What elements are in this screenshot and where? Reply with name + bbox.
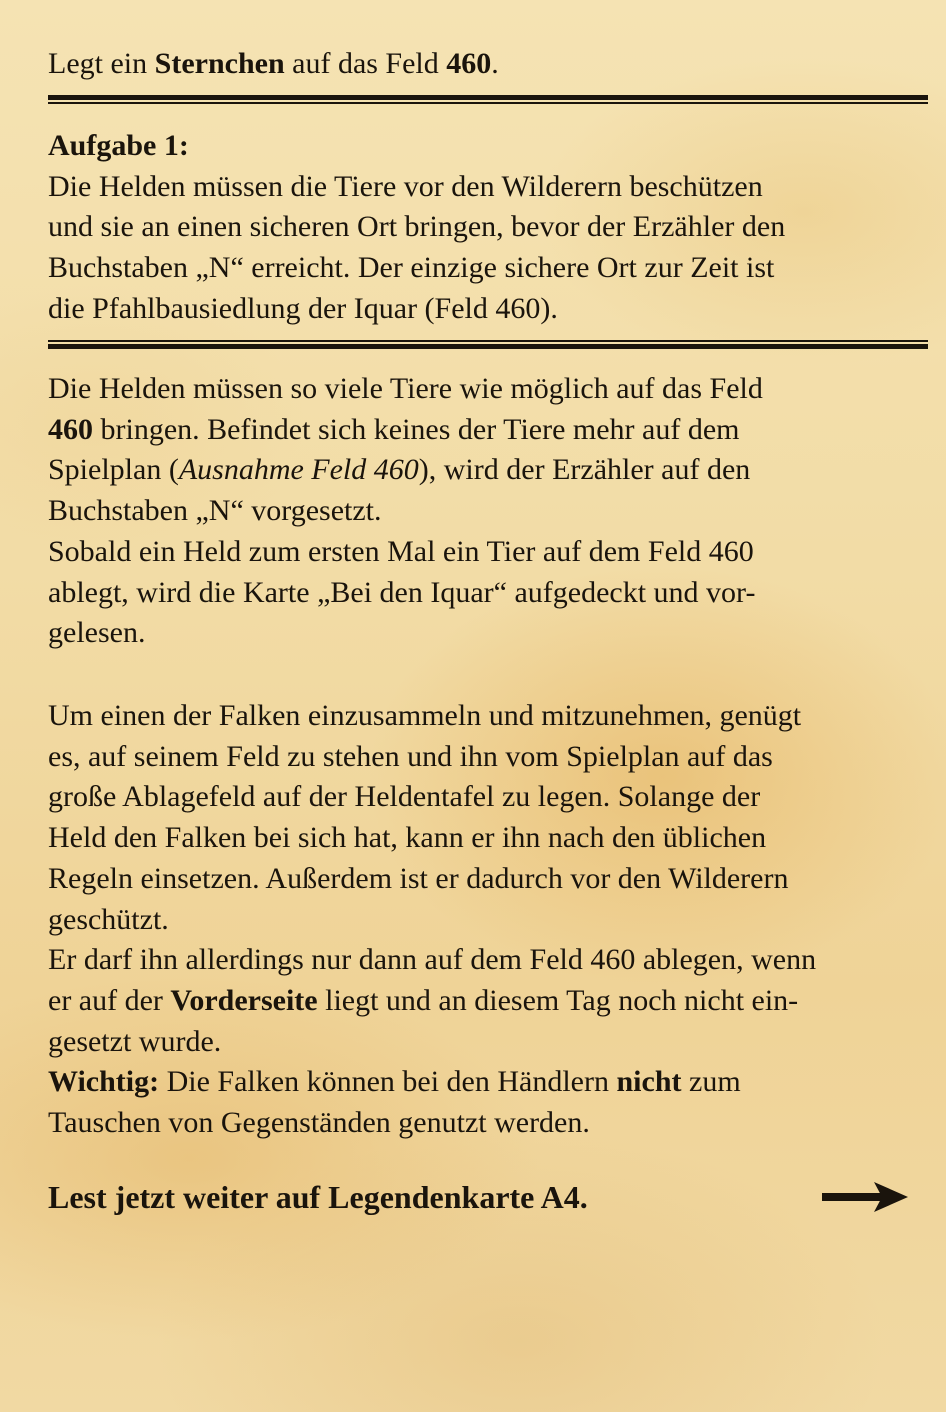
- rules-line: Die Helden müssen so viele Tiere wie möglich auf das Feld: [48, 372, 763, 405]
- task-heading: Aufgabe 1:: [48, 129, 189, 162]
- italic-exception: Ausnahme Feld 460: [178, 453, 419, 487]
- rules-line: große Ablagefeld auf der Heldentafel zu legen. Solange der: [48, 780, 761, 814]
- intro-text-1: Legt ein: [48, 47, 155, 80]
- rules-line: Sobald ein Held zum ersten Mal ein Tier auf dem Feld 460: [48, 534, 754, 568]
- right-arrow-icon: [822, 1180, 908, 1214]
- divider-top: [48, 95, 928, 104]
- task-line: und sie an einen sicheren Ort bringen, bevor der Erzähler den: [48, 210, 786, 244]
- rules-line: ablegt, wird die Karte „Bei den Iquar“ aufgedeckt und vor-: [48, 575, 756, 609]
- task-line: die Pfahlbausiedlung der Iquar (Feld 460).: [48, 291, 558, 325]
- intro-text-3: .: [491, 47, 499, 80]
- rules-line: es, auf seinem Feld zu stehen und ihn vom Spielplan auf das: [48, 739, 773, 773]
- rules-section-falcons: [48, 696, 928, 1144]
- rules-line-part: ), wird der Erzähler auf den: [418, 453, 751, 487]
- rules-line: geschützt.: [48, 902, 169, 936]
- continue-instruction: Lest jetzt weiter auf Legendenkarte A4.: [48, 1179, 588, 1215]
- intro-text-2: auf das Feld: [284, 47, 447, 80]
- rules-line: Buchstaben „N“ vorgesetzt.: [48, 494, 382, 528]
- task-section: [48, 126, 928, 330]
- bold-vorderseite: Vorderseite: [170, 983, 318, 1017]
- rules-section-animals: [48, 369, 928, 654]
- bold-wichtig: Wichtig:: [48, 1065, 160, 1099]
- rules-line: [48, 450, 928, 491]
- rules-line: gesetzt wurde.: [48, 1024, 222, 1058]
- rules-line-rest: bringen. Befindet sich keines der Tiere mehr auf dem: [93, 412, 740, 446]
- rules-line: Um einen der Falken einzusammeln und mitzunehmen, genügt: [48, 699, 802, 732]
- rules-line: [48, 981, 928, 1022]
- intro-bold-field: 460: [446, 47, 492, 80]
- divider-middle: [48, 340, 928, 349]
- rules-line-part: zum: [681, 1065, 741, 1099]
- bold-field-number: 460: [48, 412, 93, 446]
- intro-bold-sternchen: Sternchen: [154, 47, 285, 80]
- rules-line-part: Spielplan (: [48, 453, 179, 487]
- rules-line: Er darf ihn allerdings nur dann auf dem Feld 460 ablegen, wenn: [48, 943, 817, 977]
- rules-line: gelesen.: [48, 616, 146, 650]
- task-line: Buchstaben „N“ erreicht. Der einzige sichere Ort zur Zeit ist: [48, 251, 775, 285]
- task-line: Die Helden müssen die Tiere vor den Wilderern beschützen: [48, 169, 763, 203]
- rules-line: Regeln einsetzen. Außerdem ist er dadurch vor den Wilderern: [48, 861, 789, 895]
- rules-line-part: Die Falken können bei den Händlern: [159, 1065, 617, 1099]
- rules-line: [48, 410, 928, 451]
- bold-nicht: nicht: [616, 1065, 682, 1099]
- intro-line: [48, 44, 499, 85]
- rules-line: [48, 1062, 928, 1103]
- rules-line: Held den Falken bei sich hat, kann er ihn nach den üblichen: [48, 821, 767, 855]
- rules-line-part: er auf der: [48, 983, 171, 1017]
- rules-line-part: liegt und an diesem Tag noch nicht ein-: [317, 983, 799, 1017]
- rules-line: Tauschen von Gegenständen genutzt werden.: [48, 1106, 590, 1140]
